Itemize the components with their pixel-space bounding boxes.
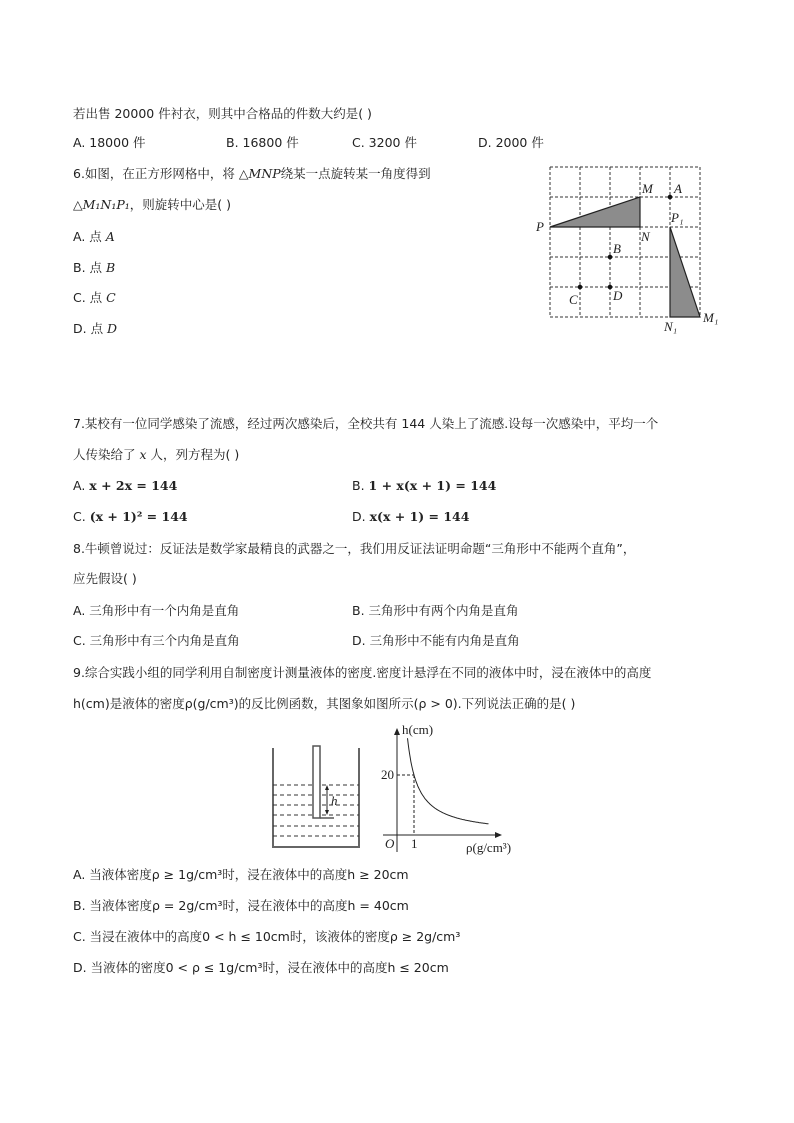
q5-option-a: A. 18000 件: [73, 135, 146, 150]
q6-option-c: C. 点 C: [73, 290, 116, 305]
point-b: [608, 255, 613, 260]
label-c: C: [569, 292, 578, 307]
q9-stem-line2: h(cm)是液体的密度ρ(g/cm³)的反比例函数，其图象如图所示(ρ > 0).下列说法正确的是( ): [73, 696, 576, 711]
q8-option-b: B. 三角形中有两个内角是直角: [352, 603, 519, 618]
q6-stem-line1: 6.如图，在正方形网格中，将 △MNP绕某一点旋转某一角度得到: [73, 166, 431, 181]
label-d: D: [613, 288, 623, 303]
label-p: P: [536, 219, 544, 234]
q7-stem-line2: 人传染给了 x 人，列方程为( ): [73, 447, 240, 462]
q7-option-b: B. 1 + x(x + 1) = 144: [352, 478, 497, 493]
q9-option-b: B. 当液体密度ρ = 2g/cm³时，浸在液体中的高度h = 40cm: [73, 898, 409, 913]
tick-label-20: 20: [381, 767, 394, 782]
q8-option-a: A. 三角形中有一个内角是直角: [73, 603, 240, 618]
tick-label-1: 1: [411, 836, 418, 851]
q8-option-c: C. 三角形中有三个内角是直角: [73, 633, 240, 648]
label-h: h: [331, 793, 338, 808]
point-a: [668, 195, 673, 200]
q6-stem-line2: △M₁N₁P₁，则旋转中心是( ): [73, 197, 232, 212]
point-c: [578, 285, 583, 290]
q9-graph: [381, 722, 511, 855]
label-a: A: [674, 181, 682, 196]
q7-option-d: D. x(x + 1) = 144: [352, 509, 470, 524]
q9-option-c: C. 当浸在液体中的高度0 < h ≤ 10cm时，该液体的密度ρ ≥ 2g/cm³: [73, 929, 461, 944]
label-n1: N₁: [664, 319, 678, 334]
label-n: N: [641, 229, 650, 244]
x-axis-label: ρ(g/cm³): [466, 840, 512, 855]
q5-option-d: D. 2000 件: [478, 135, 544, 150]
q5-option-b: B. 16800 件: [226, 135, 299, 150]
triangle-mnp: [550, 197, 640, 227]
q9-option-a: A. 当液体密度ρ ≥ 1g/cm³时，浸在液体中的高度h ≥ 20cm: [73, 867, 409, 882]
point-d: [608, 285, 613, 290]
q5-text: 若出售 20000 件衬衣，则其中合格品的件数大约是( ): [73, 106, 372, 121]
q9-stem-line1: 9.综合实践小组的同学利用自制密度计测量液体的密度.密度计悬浮在不同的液体中时，浸在液体中的高度: [73, 665, 652, 680]
q5-option-c: C. 3200 件: [352, 135, 417, 150]
origin-label: O: [385, 836, 395, 851]
label-m: M: [642, 181, 653, 196]
hydrometer-tube: [313, 746, 320, 818]
q9-container-figure: [273, 746, 359, 847]
q8-stem-line1: 8.牛顿曾说过：反证法是数学家最精良的武器之一，我们用反证法证明命题“三角形中不能两个直角”，: [73, 541, 636, 556]
q8-option-d: D. 三角形中不能有内角是直角: [352, 633, 520, 648]
q7-option-c: C. (x + 1)² = 144: [73, 509, 188, 524]
q7-stem-line1: 7.某校有一位同学感染了流感，经过两次感染后，全校共有 144 人染上了流感.设每一次感染中，平均一个: [73, 416, 659, 431]
q8-stem-line2: 应先假设( ): [73, 571, 137, 586]
q9-option-d: D. 当液体的密度0 < ρ ≤ 1g/cm³时，浸在液体中的高度h ≤ 20cm: [73, 960, 449, 975]
q7-option-a: A. x + 2x = 144: [73, 478, 178, 493]
y-axis-label: h(cm): [402, 722, 434, 737]
q6-option-b: B. 点 B: [73, 260, 116, 275]
triangle-m1n1p1: [670, 227, 700, 317]
q6-option-d: D. 点 D: [73, 321, 118, 336]
inverse-proportion-curve: [408, 738, 489, 824]
label-p1: P₁: [671, 210, 684, 225]
q6-option-a: A. 点 A: [73, 229, 115, 244]
label-m1: M₁: [703, 310, 719, 325]
label-b: B: [613, 241, 621, 256]
